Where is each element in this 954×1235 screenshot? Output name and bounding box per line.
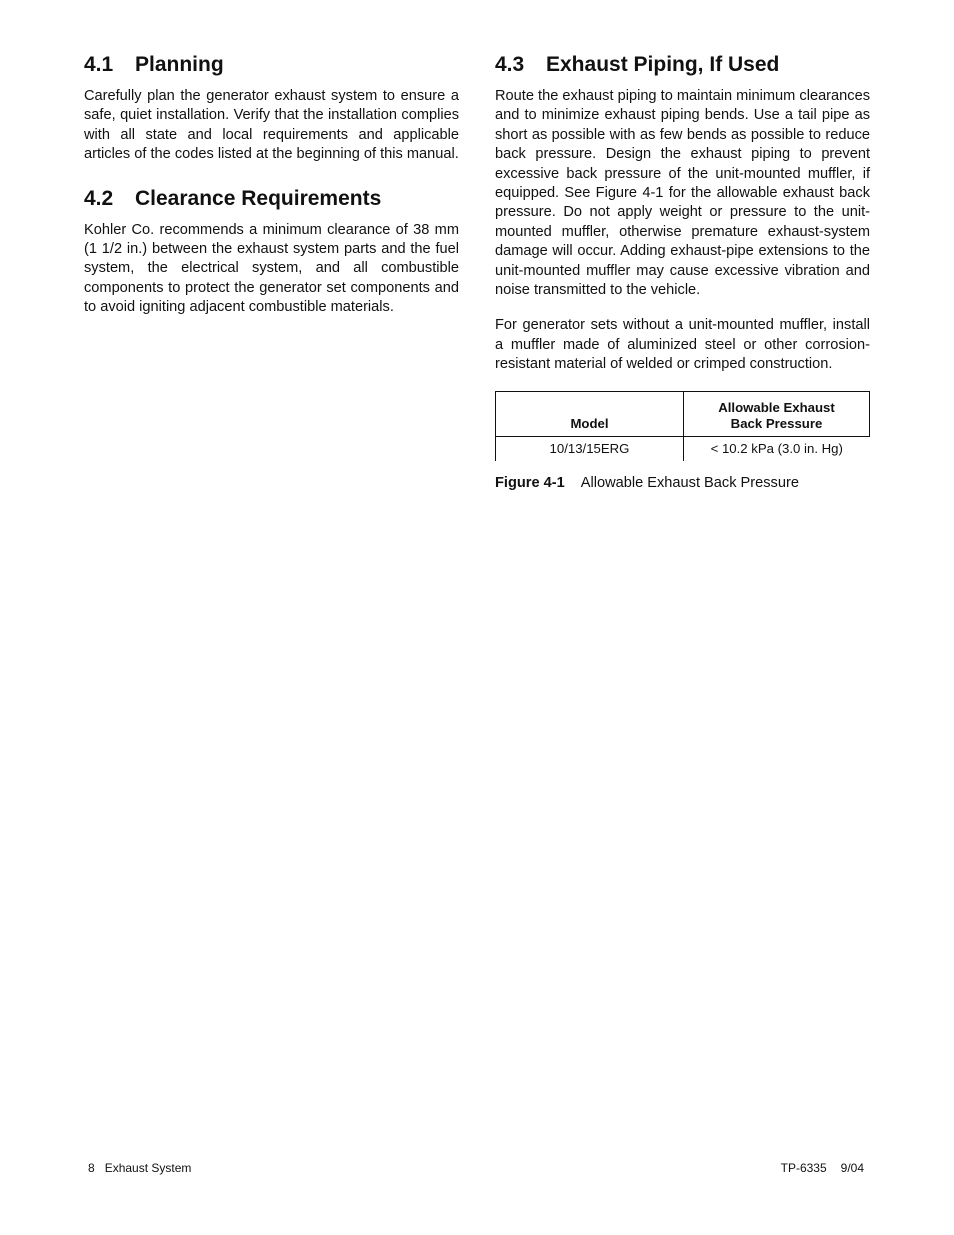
cell-model: 10/13/15ERG — [496, 436, 684, 461]
section-planning — [84, 52, 459, 165]
section-heading — [84, 186, 459, 212]
footer-right — [781, 1161, 864, 1176]
body-paragraph: Route the exhaust piping to maintain minimum clearances and to minimize exhaust piping bends. Use a tail pipe as short as possible with as few bends as possible to reduce back pressure. Design the exhaust piping to prevent excessive back pressure of the unit-mounted muffler, if equipped. See Figure 4-1 for the allowable exhaust back pressure. Do not apply weight or pressure to the unit-mounted muffler, otherwise premature exhaust-system damage will occur. Adding exhaust-pipe extensions to the unit-mounted muffler may cause excessive vibration and noise transmitted to the vehicle. — [495, 88, 870, 299]
section-clearance — [84, 186, 459, 318]
figure-caption-label: Figure 4-1 — [495, 474, 565, 491]
table-header-row — [496, 391, 870, 436]
left-column — [84, 52, 459, 334]
column-header-pressure — [684, 391, 870, 436]
cell-pressure: < 10.2 kPa (3.0 in. Hg) — [684, 436, 870, 461]
page-number: 8 — [88, 1161, 95, 1175]
table-row — [496, 436, 870, 461]
document-date: 9/04 — [840, 1161, 864, 1175]
figure-caption-text: Allowable Exhaust Back Pressure — [580, 474, 799, 491]
section-title: Clearance Requirements — [135, 186, 382, 210]
chapter-title: Exhaust System — [104, 1161, 192, 1175]
section-number: 4.1 — [84, 53, 114, 76]
body-paragraph: Kohler Co. recommends a minimum clearance of 38 mm (1 1/2 in.) between the exhaust system parts and the fuel system, the electrical system, and all combustible components to protect the generator set components and to avoid igniting adjacent combustible materials. — [84, 221, 459, 316]
section-heading — [84, 52, 459, 78]
body-paragraph: Carefully plan the generator exhaust system to ensure a safe, quiet installation. Verify that the installation complies with all state and local requirements and applicable articles of the codes listed at the beginning of this manual. — [84, 88, 459, 163]
column-header-pressure-line1: Allowable Exhaust — [718, 399, 835, 415]
column-header-model: Model — [496, 391, 684, 436]
section-title: Planning — [135, 53, 224, 76]
section-heading — [495, 52, 870, 78]
section-number: 4.3 — [495, 53, 525, 76]
back-pressure-table — [495, 391, 870, 461]
column-header-pressure-line2: Back Pressure — [730, 415, 823, 431]
body-paragraph: For generator sets without a unit-mounted muffler, install a muffler made of aluminized steel or other corrosion-resistant material of welded or crimped construction. — [495, 317, 870, 373]
section-number: 4.2 — [84, 186, 114, 210]
footer-left — [88, 1161, 191, 1176]
section-exhaust-piping — [495, 52, 870, 375]
figure-caption — [495, 474, 870, 492]
document-id: TP-6335 — [780, 1161, 827, 1175]
right-column — [495, 52, 870, 492]
section-title: Exhaust Piping, If Used — [546, 53, 780, 76]
